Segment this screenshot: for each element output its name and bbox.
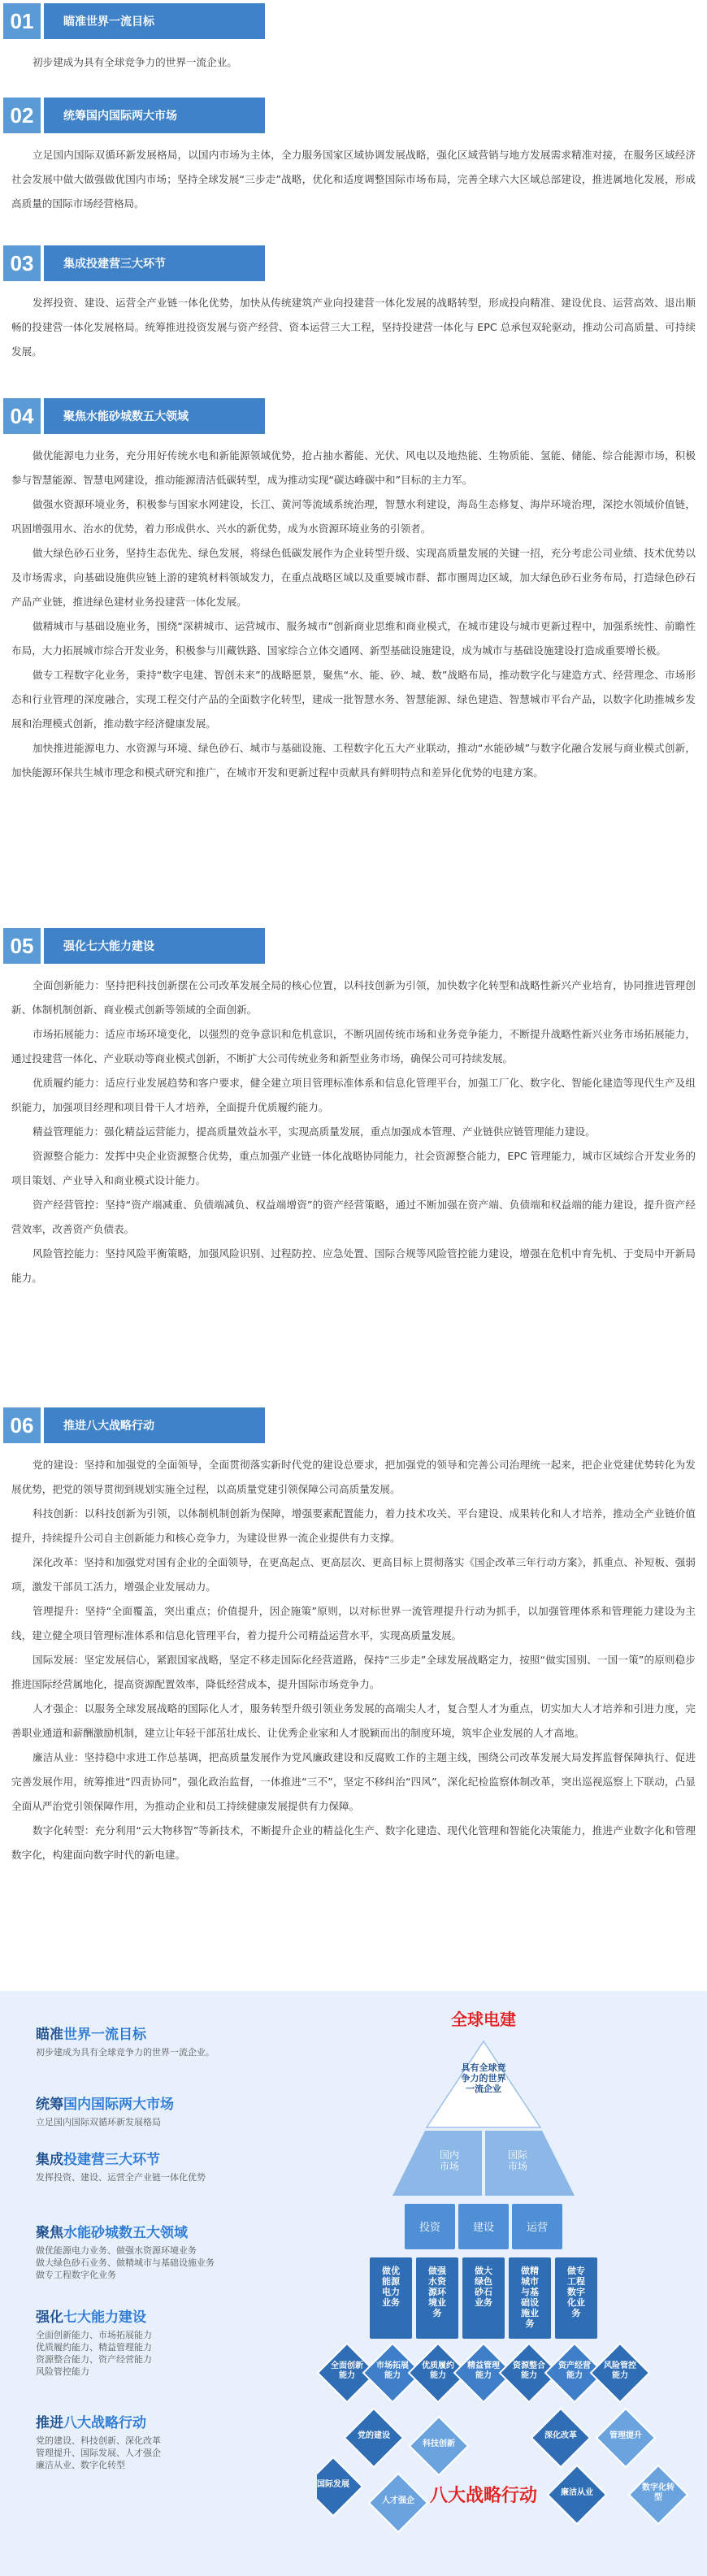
item-prefix: 聚焦 bbox=[36, 2225, 63, 2241]
market-label: 市场 bbox=[507, 2161, 528, 2172]
paragraph: 做优能源电力业务，充分用好传统水电和新能源领域优势，抢占抽水蓄能、光伏、风电以及地热能、生物质能、氢能、储能、综合能源市场，积极参与智慧能源、智慧电网建设，推动能源清洁低碳转型，成为推动实现“碳达峰碳中和”目标的主力军。 bbox=[11, 449, 696, 486]
paragraph: 优质履约能力：适应行业发展趋势和客户要求，健全建立项目管理标准体系和信息化管理平台，加强工厂化、数字化、智能化建造等现代生产及组织能力，加强项目经理和项目骨干人才培养，全面提升优质履约能力。 bbox=[11, 1077, 696, 1113]
ability-diamond-label: 全面创新 bbox=[331, 2361, 363, 2370]
item-desc: 发挥投资、建设、运营全产业链一体化优势 bbox=[36, 2172, 206, 2183]
section-number: 06 bbox=[3, 1407, 41, 1443]
section-number: 05 bbox=[3, 928, 41, 964]
field-label: 做精 bbox=[521, 2266, 539, 2276]
section-number: 02 bbox=[3, 98, 41, 133]
field-label: 施业 bbox=[521, 2308, 539, 2318]
ability-diamond-label: 能力 bbox=[430, 2371, 446, 2380]
section-02 bbox=[0, 98, 707, 216]
field-label: 数字 bbox=[567, 2287, 585, 2297]
paragraph: 做强水资源环境业务，积极参与国家水网建设，长江、黄河等流域系统治理，智慧水利建设，海岛生态修复、海岸环境治理，深挖水领域价值链，巩固增强用水、治水的优势，着力形成供水、兴水的新优势，成为水资源环境业务的引领者。 bbox=[11, 498, 696, 535]
field-label: 砂石 bbox=[475, 2287, 492, 2297]
item-desc: 全面创新能力、市场拓展能力 优质履约能力、精益管理能力 资源整合能力、资产经营能力 风险管控能力 bbox=[36, 2330, 152, 2377]
section-header bbox=[3, 3, 265, 39]
paragraph: 资产经营管控：坚持“资产端减重、负债端减负、权益端增资”的资产经营策略，通过不断加强在资产端、负债端和权益端的能力建设，提升资产经营效率，改善资产负债表。 bbox=[11, 1199, 696, 1235]
paragraph: 党的建设：坚持和加强党的全面领导，全面贯彻落实新时代党的建设总要求，把加强党的领导和完善公司治理统一起来，把企业党建优势转化为发展优势，把党的领导贯彻到规划实施全过程，以高质量党建引领保障公司高质量发展。 bbox=[11, 1459, 696, 1495]
divider bbox=[41, 245, 44, 281]
apex-text: 一流企业 bbox=[466, 2084, 501, 2094]
paragraph: 数字化转型：充分利用“云大物移智”等新技术，不断提升企业的精益化生产、数字化建造、现代化管理和智能化决策能力，推进产业数字化和管理数字化，构建面向数字时代的新电建。 bbox=[11, 1824, 696, 1861]
field-label: 绿色 bbox=[475, 2276, 492, 2287]
action-diamond-label: 廉洁从业 bbox=[561, 2488, 593, 2497]
chain-label: 投资 bbox=[419, 2222, 441, 2234]
divider bbox=[41, 1407, 44, 1443]
field-label: 城市 bbox=[521, 2276, 539, 2287]
section-title: 统筹国内国际两大市场 bbox=[63, 110, 177, 123]
paragraph: 科技创新：以科技创新为引领，以体制机制创新为保障，增强要素配置能力，着力技术攻关、平台建设、成果转化和人才培养，推动全产业链价值提升，持续提升公司自主创新能力和核心竞争力，为建设世界一流企业提供有力支撑。 bbox=[11, 1507, 696, 1544]
market-label: 国内 bbox=[439, 2149, 460, 2161]
item-highlight: 投建营三大环节 bbox=[63, 2152, 160, 2168]
strategy-infographic bbox=[0, 1991, 707, 2576]
section-06 bbox=[0, 1407, 707, 1867]
ability-diamond-label: 能力 bbox=[566, 2371, 583, 2380]
item-prefix: 强化 bbox=[36, 2309, 63, 2326]
apex-text: 争力的世界 bbox=[461, 2073, 506, 2084]
paragraph: 初步建成为具有全球竞争力的世界一流企业。 bbox=[33, 56, 237, 68]
paragraph: 管理提升：坚持“全面覆盖，突出重点；价值提升，因企施策”原则，以对标世界一流管理提升行动为抓手，以加强管理体系和管理能力建设为主线，建立健全项目管理标准体系和信息化管理平台，着力提升公司精益运营水平，实现高质量发展。 bbox=[11, 1605, 696, 1641]
ability-diamond-label: 资产经营 bbox=[558, 2361, 591, 2370]
ability-diamond-label: 优质履约 bbox=[422, 2361, 454, 2370]
pyramid-bottom-label: 八大战略行动 bbox=[429, 2486, 538, 2506]
action-diamond-label: 型 bbox=[654, 2493, 662, 2502]
paragraph: 资源整合能力：发挥中央企业资源整合优势，重点加强产业链一体化战略协同能力，社会资源整合能力，EPC 管理能力，城市区域综合开发业务的项目策划、产业导入和商业模式设计能力。 bbox=[11, 1150, 696, 1186]
info-item-3 bbox=[36, 2150, 296, 2184]
ability-diamond-label: 能力 bbox=[612, 2371, 628, 2380]
paragraph: 做专工程数字化业务，秉持“数字电建、智创未来”的战略愿景，聚焦“水、能、砂、城、数”战略布局，推动数字化与建造方式、经营理念、市场形态和行业管理的深度融合，实现工程交付产品的全面数字化转型，建成一批智慧水务、智慧能源、绿色建造、智慧城市平台产品，以数字化助推城乡发展和治理模式创新，推动数字经济健康发展。 bbox=[11, 669, 696, 730]
action-diamond-label: 深化改革 bbox=[544, 2431, 577, 2440]
item-prefix: 推进 bbox=[36, 2415, 63, 2431]
section-03 bbox=[0, 245, 707, 364]
field-label: 础设 bbox=[521, 2297, 539, 2308]
item-prefix: 集成 bbox=[36, 2152, 63, 2168]
market-block-intl bbox=[485, 2131, 575, 2196]
item-prefix: 瞄准 bbox=[36, 2027, 63, 2043]
section-header bbox=[3, 98, 265, 133]
paragraph: 国际发展：坚定发展信心，紧跟国家战略，坚定不移走国际化经营道路，保持“三步走”全球发展战略定力，按照“做实国别、一国一策”的原则稳步推进国际经营属地化，提高资源配置效率，降低经营成本，提升国际市场竞争力。 bbox=[11, 1654, 696, 1690]
item-highlight: 国内国际两大市场 bbox=[63, 2097, 174, 2113]
apex-text: 具有全球竞 bbox=[461, 2062, 506, 2073]
section-title: 瞄准世界一流目标 bbox=[63, 15, 154, 28]
ability-diamond-label: 市场拓展 bbox=[376, 2361, 409, 2370]
item-highlight: 七大能力建设 bbox=[63, 2309, 146, 2326]
field-label: 业务 bbox=[382, 2297, 400, 2308]
info-item-1 bbox=[36, 2025, 296, 2058]
field-label: 工程 bbox=[567, 2276, 585, 2287]
paragraph: 做精城市与基础设施业务，围绕“深耕城市、运营城市、服务城市”创新商业思维和商业模式，在城市建设与城市更新过程中，加强系统性、前瞻性布局，大力拓展城市综合开发业务，积极参与川藏铁路、国家综合立体交通网、新型基础设施建设，成为城市与基础设施建设打造成重要增长极。 bbox=[11, 620, 696, 657]
field-label: 境业 bbox=[428, 2297, 446, 2308]
section-number: 04 bbox=[3, 398, 41, 434]
item-highlight: 八大战略行动 bbox=[63, 2415, 146, 2431]
paragraph: 风险管控能力：坚持风险平衡策略，加强风险识别、过程防控、应急处置、国际合规等风险管控能力建设，增强在危机中育先机、于变局中开新局能力。 bbox=[11, 1247, 696, 1284]
ability-diamond-label: 风险管控 bbox=[604, 2361, 636, 2370]
field-label: 务 bbox=[432, 2308, 442, 2318]
info-item-2 bbox=[36, 2095, 296, 2128]
field-label: 源环 bbox=[428, 2287, 446, 2297]
section-header bbox=[3, 928, 265, 964]
section-04 bbox=[0, 398, 707, 785]
item-desc: 立足国内国际双循环新发展格局 bbox=[36, 2117, 161, 2127]
item-highlight: 世界一流目标 bbox=[63, 2027, 146, 2043]
action-diamond-label: 数字化转 bbox=[642, 2483, 674, 2492]
field-label: 与基 bbox=[521, 2287, 539, 2297]
strategy-pyramid bbox=[317, 1991, 707, 2576]
section-05 bbox=[0, 928, 707, 1290]
action-diamond-label: 人才强企 bbox=[382, 2496, 414, 2505]
paragraph: 人才强企：以服务全球发展战略的国际化人才，服务转型升级引领业务发展的高端尖人才，复合型人才为重点，切实加大人才培养和引进力度，完善职业通道和薪酬激励机制，建立让年轻干部茁壮成长、让优秀企业家和人才脱颖而出的制度环境，筑牢企业发展的人才高地。 bbox=[11, 1702, 696, 1739]
pyramid-top-label: 全球电建 bbox=[451, 2010, 516, 2029]
field-label: 做大 bbox=[475, 2266, 492, 2276]
divider bbox=[41, 398, 44, 434]
field-label: 能源 bbox=[382, 2276, 400, 2287]
action-diamond-label: 科技创新 bbox=[423, 2439, 455, 2448]
action-diamond-label: 党的建设 bbox=[358, 2431, 390, 2440]
paragraph: 加快推进能源电力、水资源与环境、绿色砂石、城市与基础设施、工程数字化五大产业联动，推动“水能砂城”与数字化融合发展与商业模式创新，加快能源环保共生城市理念和模式研究和推广，在城市开发和更新过程中贡献具有鲜明特点和差异化优势的电建方案。 bbox=[11, 742, 696, 778]
item-prefix: 统筹 bbox=[36, 2097, 63, 2113]
section-title: 强化七大能力建设 bbox=[63, 940, 154, 953]
field-label: 电力 bbox=[382, 2287, 400, 2297]
market-block-domestic bbox=[393, 2131, 482, 2196]
action-diamond-label: 管理提升 bbox=[609, 2431, 642, 2440]
field-label: 做优 bbox=[382, 2266, 400, 2276]
section-number: 01 bbox=[3, 3, 41, 39]
ability-diamond-label: 能力 bbox=[339, 2371, 355, 2380]
ability-diamond-label: 精益管理 bbox=[467, 2361, 500, 2370]
section-header bbox=[3, 1407, 265, 1443]
chain-label: 建设 bbox=[472, 2222, 495, 2234]
item-desc: 做优能源电力业务、做强水资源环境业务 做大绿色砂石业务、做精城市与基础设施业务 做专工程数字化业务 bbox=[36, 2245, 215, 2280]
section-header bbox=[3, 398, 265, 434]
divider bbox=[41, 98, 44, 133]
section-title: 推进八大战略行动 bbox=[63, 1420, 154, 1433]
ability-diamond-label: 能力 bbox=[384, 2371, 401, 2380]
field-label: 业务 bbox=[475, 2297, 492, 2308]
ability-diamond-label: 能力 bbox=[521, 2371, 537, 2380]
item-desc: 党的建设、科技创新、深化改革 管理提升、国际发展、人才强企 廉洁从业、数字化转型 bbox=[36, 2435, 161, 2470]
paragraph: 做大绿色砂石业务，坚持生态优先、绿色发展，将绿色低碳发展作为企业转型升级、实现高质量发展的关键一招，充分考虑公司业绩、技术优势以及市场需求，向基础设施供应链上游的建筑材料领域发力，在重点战略区域以及重要城市群、都市圈周边区域，加大绿色砂石业务布局，打造绿色砂石产品产业链，推进绿色建材业务投建营一体化发展。 bbox=[11, 547, 696, 608]
item-desc: 初步建成为具有全球竞争力的世界一流企业。 bbox=[36, 2047, 215, 2058]
info-item-4 bbox=[36, 2223, 296, 2281]
paragraph: 立足国内国际双循环新发展格局，以国内市场为主体，全力服务国家区域协调发展战略，强化区域营销与地方发展需求精准对接，在服务区域经济社会发展中做大做强做优国内市场；坚持全球发展“三步走”战略，优化和适度调整国际市场布局，完善全球六大区域总部建设，推进属地化发展，形成高质量的国际市场经营格局。 bbox=[11, 149, 696, 210]
field-label: 水资 bbox=[428, 2276, 446, 2287]
paragraph: 精益管理能力：强化精益运营能力，提高质量效益水平，实现高质量发展，重点加强成本管理、产业链供应链管理能力建设。 bbox=[33, 1125, 596, 1138]
paragraph: 发挥投资、建设、运营全产业链一体化优势，加快从传统建筑产业向投建营一体化发展的战略转型，形成投向精准、建设优良、运营高效、退出顺畅的投建营一体化发展格局。统筹推进投资发展与资产经营、资本运营三大工程，坚持投建营一体化与 EPC 总承包双轮驱动，推动公司高质量、可持续发展。 bbox=[11, 297, 696, 358]
market-label: 国际 bbox=[507, 2149, 528, 2161]
divider bbox=[41, 928, 44, 964]
info-item-6 bbox=[36, 2413, 296, 2471]
paragraph: 深化改革：坚持和加强党对国有企业的全面领导，在更高起点、更高层次、更高目标上贯彻落实《国企改革三年行动方案》，抓重点、补短板、强弱项，激发干部员工活力，增强企业发展动力。 bbox=[11, 1556, 696, 1593]
divider bbox=[41, 3, 44, 39]
field-label: 做强 bbox=[428, 2266, 446, 2276]
info-item-5 bbox=[36, 2308, 296, 2378]
section-header bbox=[3, 245, 265, 281]
market-label: 市场 bbox=[439, 2161, 460, 2172]
field-label: 化业 bbox=[567, 2297, 585, 2308]
paragraph: 廉洁从业：坚持稳中求进工作总基调，把高质量发展作为党风廉政建设和反腐败工作的主题主线，围绕公司改革发展大局发挥监督保障执行、促进完善发展作用，统筹推进“四责协同”，强化政治监督，一体推进“三不”，坚定不移纠治“四风”，深化纪检监察体制改革，突出巡视巡察上下联动，凸显全面从严治党引领保障作用，为推动企业和员工持续健康发展提供有力保障。 bbox=[11, 1751, 696, 1812]
section-number: 03 bbox=[3, 245, 41, 281]
paragraph: 全面创新能力：坚持把科技创新摆在公司改革发展全局的核心位置，以科技创新为引领，加快数字化转型和战略性新兴产业培育，协同推进管理创新、体制机制创新、商业模式创新等领域的全面创新。 bbox=[11, 979, 696, 1016]
section-title: 集成投建营三大环节 bbox=[63, 258, 166, 271]
field-label: 做专 bbox=[567, 2266, 585, 2276]
field-label: 务 bbox=[525, 2318, 535, 2329]
chain-label: 运营 bbox=[526, 2222, 549, 2234]
paragraph: 市场拓展能力：适应市场环境变化，以强烈的竞争意识和危机意识，不断巩固传统市场和业务竞争能力，不断提升战略性新兴业务市场拓展能力，通过投建营一体化、产业联动等商业模式创新，不断扩大公司传统业务和新型业务市场，确保公司可持续发展。 bbox=[11, 1028, 696, 1065]
section-title: 聚焦水能砂城数五大领域 bbox=[63, 410, 189, 423]
ability-diamond-label: 资源整合 bbox=[513, 2361, 545, 2370]
item-highlight: 水能砂城数五大领域 bbox=[63, 2225, 188, 2241]
action-diamond-label: 国际发展 bbox=[317, 2480, 349, 2489]
section-01 bbox=[0, 3, 707, 75]
ability-diamond-label: 能力 bbox=[475, 2371, 492, 2380]
field-label: 务 bbox=[571, 2308, 581, 2318]
